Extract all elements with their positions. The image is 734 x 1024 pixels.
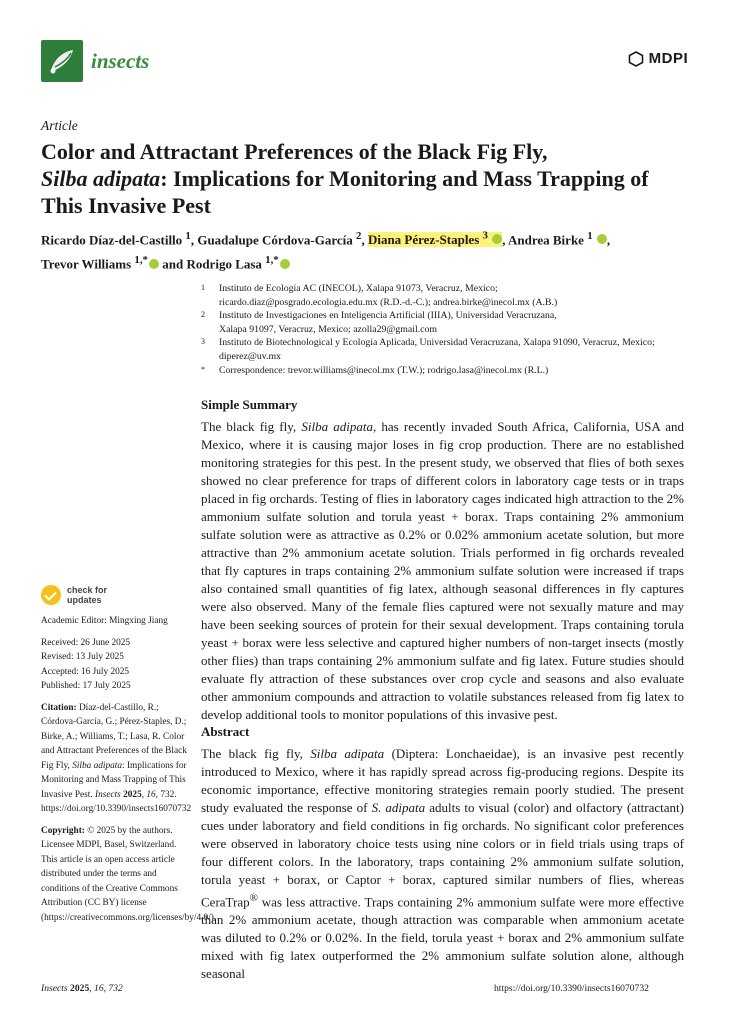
sidebar-info bbox=[41, 614, 217, 925]
date-accepted: Accepted: 16 July 2025 bbox=[41, 666, 130, 677]
mdpi-hexagon-icon bbox=[628, 51, 644, 67]
summary-text: The black fig fly, bbox=[201, 419, 302, 434]
author-name[interactable]: Ricardo Díaz-del-Castillo bbox=[41, 232, 183, 248]
publisher-name: MDPI bbox=[648, 50, 689, 67]
footer-doi[interactable]: https://doi.org/10.3390/insects16070732 bbox=[494, 983, 649, 994]
author-affil: 1 bbox=[185, 230, 191, 242]
author-separator: and bbox=[158, 256, 187, 272]
publisher-logo[interactable] bbox=[628, 50, 688, 67]
affiliation bbox=[201, 282, 691, 309]
author-name[interactable]: Andrea Birke bbox=[507, 232, 584, 248]
orcid-icon[interactable] bbox=[149, 259, 159, 269]
correspondence bbox=[201, 364, 691, 378]
footer-journal: Insects bbox=[41, 983, 68, 994]
simple-summary-heading: Simple Summary bbox=[201, 397, 298, 412]
title-species: Silba adipata bbox=[41, 166, 161, 191]
copyright-text: © 2025 by the authors. Licensee MDPI, Basel, Switzerland. This article is an open access article distributed under the terms and conditions of the Creative Commons Attribution (CC BY) license (https://creativecommons.org/licenses/by/4.0/). bbox=[41, 825, 217, 923]
simple-summary-paragraph bbox=[201, 418, 684, 724]
copyright-label: Copyright: bbox=[41, 825, 85, 836]
author-separator: , bbox=[606, 232, 611, 248]
abstract-paragraph bbox=[201, 745, 684, 983]
citation-year: 2025 bbox=[120, 789, 142, 800]
author-name[interactable]: Trevor Williams bbox=[41, 256, 132, 272]
affiliation-text bbox=[219, 282, 557, 309]
affiliations bbox=[201, 282, 691, 377]
abstract-heading: Abstract bbox=[201, 724, 250, 739]
article-type: Article bbox=[41, 118, 78, 133]
citation-text: : Implications for Monitoring and Mass Trapping of This Invasive Pest. bbox=[41, 760, 187, 800]
summary-species: Silba adipata bbox=[301, 419, 373, 434]
author-separator: , bbox=[190, 232, 198, 248]
journal-name[interactable]: insects bbox=[91, 49, 150, 73]
title-line-2-rest: : Implications for Monitoring and Mass Trapping of bbox=[160, 166, 649, 191]
affiliation-number: * bbox=[201, 364, 205, 374]
affiliation-number: 1 bbox=[201, 283, 205, 292]
academic-editor: Academic Editor: Mingxing Jiang bbox=[41, 616, 168, 626]
author-affil: 2 bbox=[356, 230, 362, 242]
author-affil: 1 bbox=[587, 230, 593, 242]
author-list bbox=[41, 226, 691, 275]
check-label-line: check for bbox=[67, 585, 108, 595]
author-name[interactable]: Rodrigo Lasa bbox=[186, 256, 262, 272]
author-affil: 1,* bbox=[265, 254, 279, 267]
article-title bbox=[41, 138, 701, 219]
affiliation-line: Instituto de Ecología AC (INECOL), Xalapa 91073, Veracruz, Mexico; bbox=[219, 283, 498, 294]
affiliation-number: 2 bbox=[201, 310, 205, 320]
citation-volume: , 16 bbox=[141, 789, 156, 800]
affiliation-number: 3 bbox=[201, 337, 205, 347]
citation-species: Silba adipata bbox=[72, 760, 123, 771]
affiliation bbox=[201, 336, 691, 363]
author-separator: , bbox=[502, 232, 508, 248]
affiliation-line[interactable]: Xalapa 91097, Veracruz, Mexico; azolla29@gmail.com bbox=[219, 323, 438, 335]
author-name: Diana Pérez-Staples bbox=[367, 232, 480, 248]
insect-logo-icon bbox=[41, 40, 83, 82]
citation-journal: Insects bbox=[94, 789, 121, 800]
citation bbox=[41, 701, 191, 817]
author-affil: 1,* bbox=[134, 254, 148, 267]
title-line-1: Color and Attractant Preferences of the Black Fig Fly, bbox=[41, 139, 548, 164]
title-line-2 bbox=[41, 165, 701, 192]
affiliation-line[interactable]: Correspondence: trevor.williams@inecol.mx (T.W.); rodrigo.lasa@inecol.mx (R.L.) bbox=[219, 364, 549, 376]
orcid-icon[interactable] bbox=[492, 234, 502, 244]
footer-journal-info bbox=[41, 983, 123, 994]
registered-mark: ® bbox=[249, 892, 258, 904]
affiliation-text bbox=[219, 309, 557, 336]
affiliation-line[interactable]: diperez@uv.mx bbox=[219, 350, 281, 362]
title-line-3: This Invasive Pest bbox=[41, 193, 211, 218]
abstract-text: (Diptera: Lonchaeidae), is an invasive pest recently introduced to Mexico, where it has rapidly spread across fig-producing regions. Despite its economic importance, effective monitoring strategies remain poorly studied. The present study evaluated the response of bbox=[201, 746, 684, 815]
simple-summary-body bbox=[201, 418, 684, 724]
author-affil: 3 bbox=[482, 230, 488, 242]
date-received: Received: 26 June 2025 bbox=[41, 637, 131, 648]
citation-doi[interactable]: , 732. https://doi.org/10.3390/insects16070732 bbox=[41, 789, 192, 814]
affiliation-line: Instituto de Biotechnological y Ecología Aplicada, Universidad Veracruzana, Xalapa 91090, Veracruz, Mexico; bbox=[219, 337, 655, 349]
citation-text: Díaz-del-Castillo, R.; Córdova-García, G.; Pérez-Staples, D.; Birke, A.; Williams, T.; Lasa, R. Color and Attractant Preferences of the Black Fig Fly, bbox=[41, 702, 187, 771]
affiliation-line: Instituto de Investigaciones en Inteligencia Artificial (IIIA), Universidad Veracruzana, bbox=[219, 310, 557, 322]
date-revised: Revised: 13 July 2025 bbox=[41, 652, 124, 662]
footer-year: 2025 bbox=[70, 983, 90, 994]
affiliation-line[interactable]: ricardo.diaz@posgrado.ecologia.edu.mx (R.D.-d.-C.); andrea.birke@inecol.mx (A.B.) bbox=[219, 296, 558, 308]
abstract-text: adults to visual (color) and olfactory (attractant) cues under laboratory and field conditions in fig orchards. No significant color preferences were observed in laboratory choice tests using nine colors or in field trials using traps of four different colors. In the laboratory, traps containing 2% ammonium sulfate solution, torula yeast + borax, or Captor + borax, captured similar numbers of flies, whereas CeraTrap bbox=[201, 800, 684, 910]
abstract-species: S. adipata bbox=[371, 800, 426, 815]
abstract-text: was less attractive. Traps containing 2% ammonium sulfate were more effective than 2% ammonium acetate, though attraction was comparable when ammonium acetate was diluted to 0.2% or 0.02%. In the field, torula yeast + borax and 2% ammonium sulfate mixed with fig latex outperformed the 2% ammonium sulfate solution alone, although seasonal bbox=[201, 894, 684, 982]
footer-volume: , 16, 732 bbox=[89, 983, 123, 994]
orcid-icon[interactable] bbox=[280, 259, 290, 269]
date-published: Published: 17 July 2025 bbox=[41, 681, 131, 691]
affiliation-text bbox=[219, 336, 655, 363]
affiliation bbox=[201, 309, 691, 336]
summary-text: , has recently invaded South Africa, California, USA and Mexico, where it is causing major loses in fig crop production. There are no established monitoring strategies for this pest. In the present study, we observed that flies of both sexes showed no clear preference for traps of different colors in laboratory cage tests or in traps placed in fig orchards. Testing of flies in laboratory cages indicated high attraction to the 2% ammonium sulfate solution and torula yeast + borax. Traps containing 2% ammonium sulfate solution were as attractive as 0.2% or 0.02% ammonium acetate solution, but more attractive than 2% ammonium acetate solution. Trials performed in fig orchards revealed that fly captures in traps containing 2% ammonium sulfate solution were increased if traps also contained small quantities of fig latex, although seasonal differences in fly captures were also observed. Many of the female flies captured were not sexually mature and may have been seeking sources of protein for their sexual development. Traps containing torula yeast + borax were less selective and captured higher numbers of non-target insects (mostly other flies) than traps containing 2% ammonium sulfate and fig latex. Future studies should evaluate fly attraction of these substances over crop cycle and seasons and also evaluate other ammonium compounds and attraction to volatile substances released from fig latex to develop additional tools to monitor populations of this invasive pest. bbox=[201, 419, 685, 722]
abstract-body bbox=[201, 745, 684, 983]
abstract-text: The black fig fly, bbox=[201, 746, 311, 761]
check-for-updates-label bbox=[67, 585, 107, 605]
check-icon bbox=[41, 585, 61, 605]
journal-logo bbox=[41, 40, 83, 82]
abstract-species: Silba adipata bbox=[310, 746, 385, 761]
author-name-highlighted[interactable] bbox=[368, 232, 502, 247]
copyright bbox=[41, 824, 217, 926]
check-for-updates-badge[interactable] bbox=[41, 585, 107, 605]
check-label-line: updates bbox=[67, 595, 102, 605]
affiliation-text bbox=[219, 364, 548, 378]
author-separator: , bbox=[361, 232, 368, 248]
orcid-icon[interactable] bbox=[597, 234, 607, 244]
author-name[interactable]: Guadalupe Córdova-García bbox=[197, 232, 353, 248]
citation-label: Citation: bbox=[41, 702, 77, 713]
